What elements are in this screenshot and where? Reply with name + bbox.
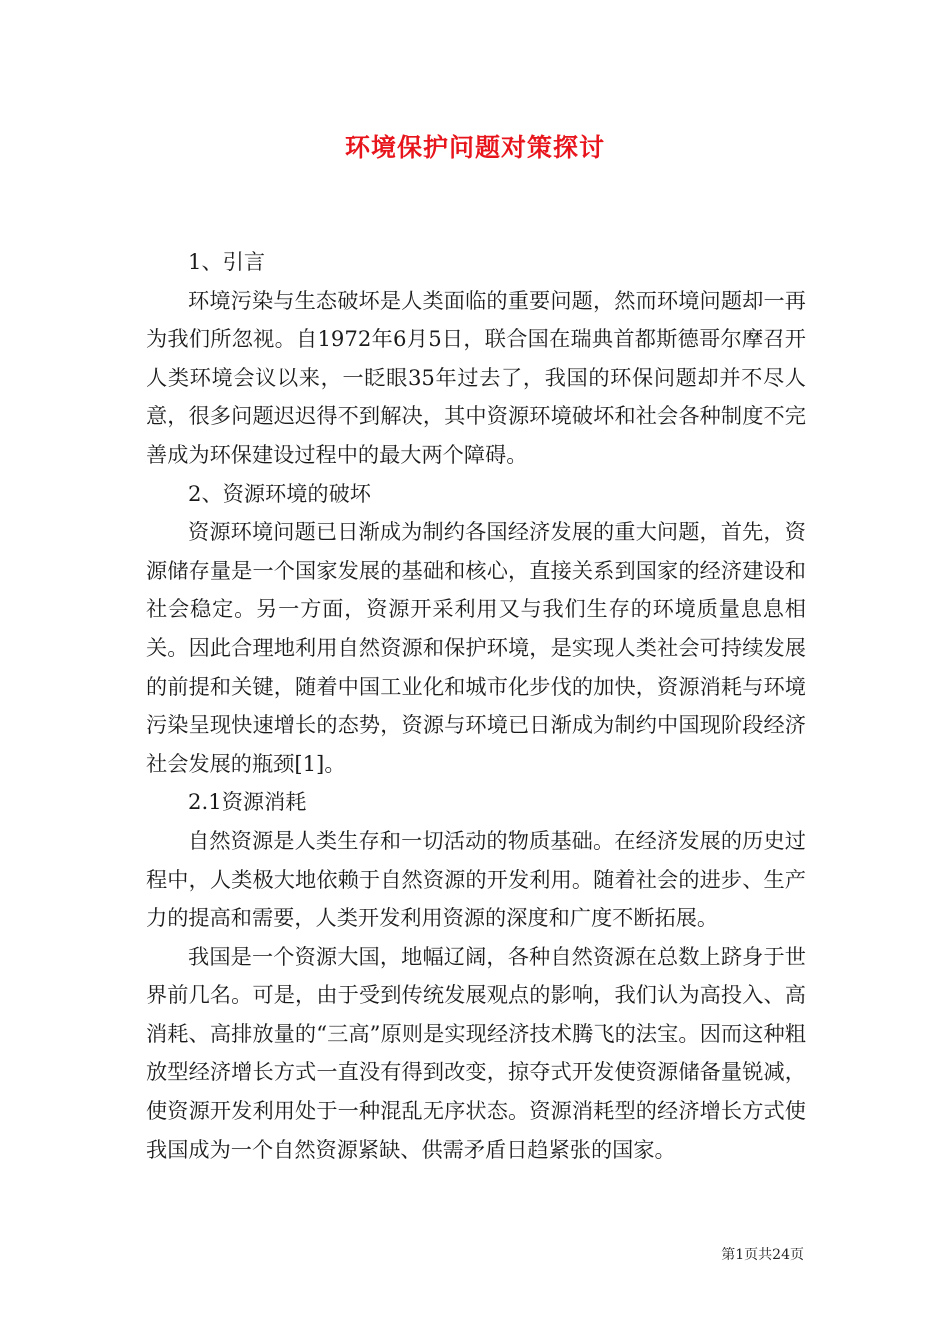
document-body [146, 243, 806, 1169]
paragraph: 自然资源是人类生存和一切活动的物质基础。在经济发展的历史过程中，人类极大地依赖于自然资源的开发利用。随着社会的进步、生产力的提高和需要，人类开发利用资源的深度和广度不断拓展。 [146, 827, 806, 931]
heading-resource-damage: 2、资源环境的破坏 [188, 480, 371, 506]
page-number: 第1页共24页 [721, 1247, 804, 1263]
document-title: 环境保护问题对策探讨 [344, 133, 605, 162]
heading-introduction: 1、引言 [188, 249, 266, 274]
paragraph: 环境污染与生态破坏是人类面临的重要问题，然而环境问题却一再为我们所忽视。自1972年6月5日，联合国在瑞典首都斯德哥尔摩召开人类环境会议以来，一眨眼35年过去了，我国的环保问题却并不尽人意，很多问题迟迟得不到解决，其中资源环境破坏和社会各种制度不完善成为环保建设过程中的最大两个障碍。 [146, 287, 806, 467]
paragraph: 资源环境问题已日渐成为制约各国经济发展的重大问题，首先，资源储存量是一个国家发展的基础和核心，直接关系到国家的经济建设和社会稳定。另一方面，资源开采利用又与我们生存的环境质量息息相关。因此合理地利用自然资源和保护环境，是实现人类社会可持续发展的前提和关键，随着中国工业化和城市化步伐的加快，资源消耗与环境污染呈现快速增长的态势，资源与环境已日渐成为制约中国现阶段经济社会发展的瓶颈[1]。 [146, 519, 806, 776]
paragraph: 我国是一个资源大国，地幅辽阔，各种自然资源在总数上跻身于世界前几名。可是，由于受到传统发展观点的影响，我们认为高投入、高消耗、高排放量的“三高”原则是实现经济技术腾飞的法宝。因而这种粗放型经济增长方式一直没有得到改变，掠夺式开发使资源储备量锐减，使资源开发利用处于一种混乱无序状态。资源消耗型的经济增长方式使我国成为一个自然资源紧缺、供需矛盾日趋紧张的国家。 [146, 943, 806, 1162]
heading-resource-consumption: 2.1资源消耗 [188, 789, 307, 815]
